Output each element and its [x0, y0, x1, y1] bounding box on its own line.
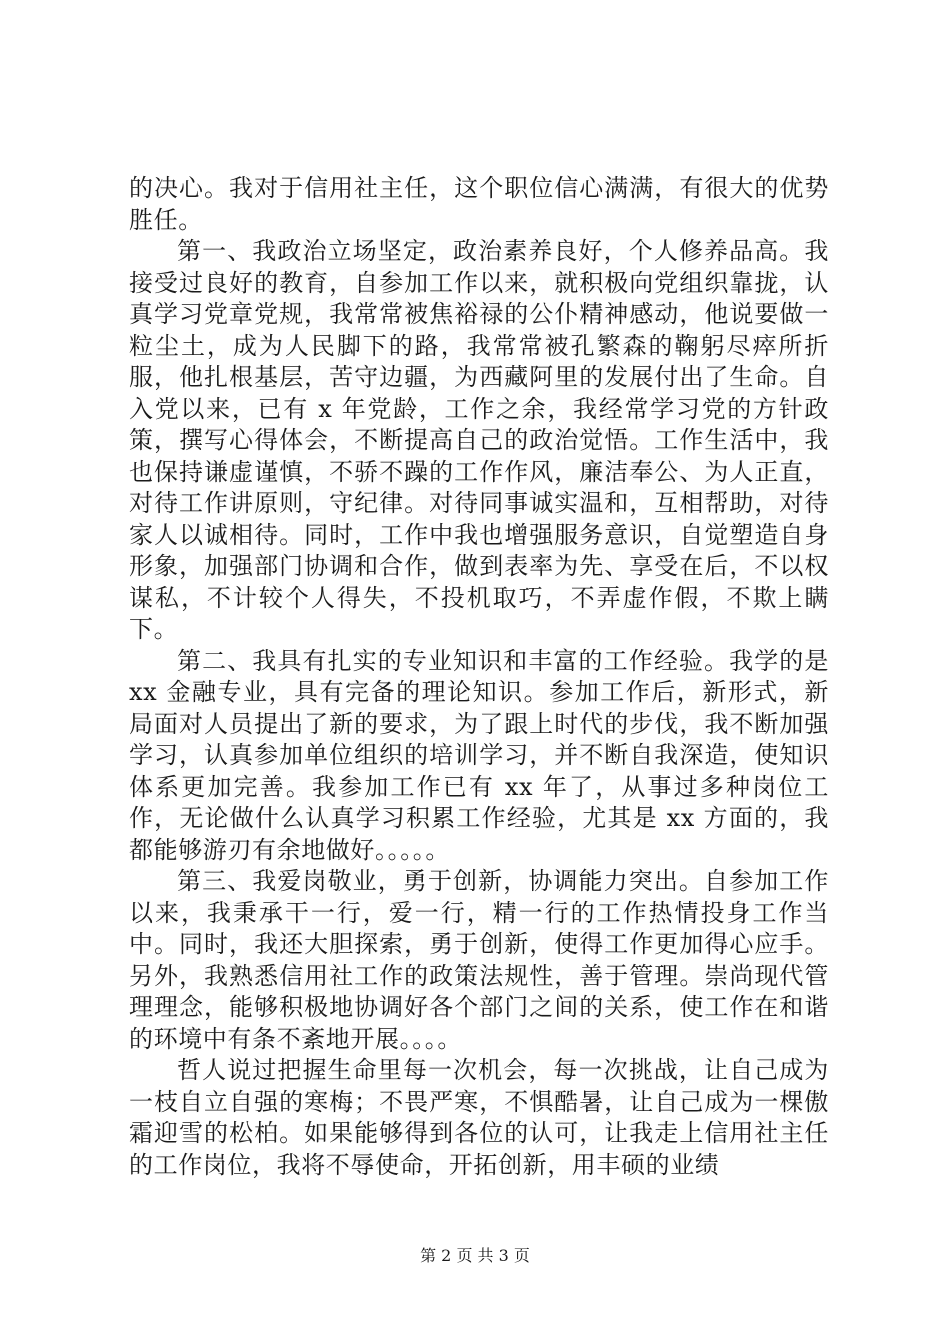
document-body: [129, 173, 829, 1181]
paragraph-point-one: 第一、我政治立场坚定，政治素养良好，个人修养品高。我接受过良好的教育，自参加工作以来，就积极向党组织靠拢，认真学习党章党规，我常常被焦裕禄的公仆精神感动，他说要做一粒尘土，成为人民脚下的路，我常常被孔繁森的鞠躬尽瘁所折服，他扎根基层，苦守边疆，为西藏阿里的发展付出了生命。自入党以来，已有 x 年党龄，工作之余，我经常学习党的方针政策，撰写心得体会，不断提高自己的政治觉悟。工作生活中，我也保持谦虚谨慎，不骄不躁的工作作风，廉洁奉公、为人正直，对待工作讲原则，守纪律。对待同事诚实温和，互相帮助，对待家人以诚相待。同时，工作中我也增强服务意识，自觉塑造自身形象，加强部门协调和合作，做到表率为先、享受在后，不以权谋私，不计较个人得失，不投机取巧，不弄虚作假，不欺上瞒下。: [129, 237, 829, 643]
paragraph-opening: 的决心。我对于信用社主任，这个职位信心满满，有很大的优势胜任。: [129, 174, 829, 234]
paragraph-point-two: 第二、我具有扎实的专业知识和丰富的工作经验。我学的是 xx 金融专业，具有完备的理论知识。参加工作后，新形式，新局面对人员提出了新的要求，为了跟上时代的步伐，我不断加强学习，认真参加单位组织的培训学习，并不断自我深造，使知识体系更加完善。我参加工作已有 xx 年了，从事过多种岗位工作，无论做什么认真学习积累工作经验，尤其是 xx 方面的，我都能够游刃有余地做好。。。。。: [129, 646, 829, 864]
paragraph-point-three: 第三、我爱岗敬业，勇于创新，协调能力突出。自参加工作以来，我秉承干一行，爱一行，精一行的工作热情投身工作当中。同时，我还大胆探索，勇于创新，使得工作更加得心应手。另外，我熟悉信用社工作的政策法规性，善于管理。崇尚现代管理理念，能够积极地协调好各个部门之间的关系，使工作在和谐的环境中有条不紊地开展。。。。: [129, 867, 829, 1053]
paragraph-closing: 哲人说过把握生命里每一次机会，每一次挑战，让自己成为一枝自立自强的寒梅；不畏严寒，不惧酷暑，让自己成为一棵傲霜迎雪的松柏。如果能够得到各位的认可，让我走上信用社主任的工作岗位，我将不辱使命，开拓创新，用丰硕的业绩: [129, 1056, 829, 1179]
page-number-footer: 第 2 页 共 3 页: [420, 1246, 530, 1265]
